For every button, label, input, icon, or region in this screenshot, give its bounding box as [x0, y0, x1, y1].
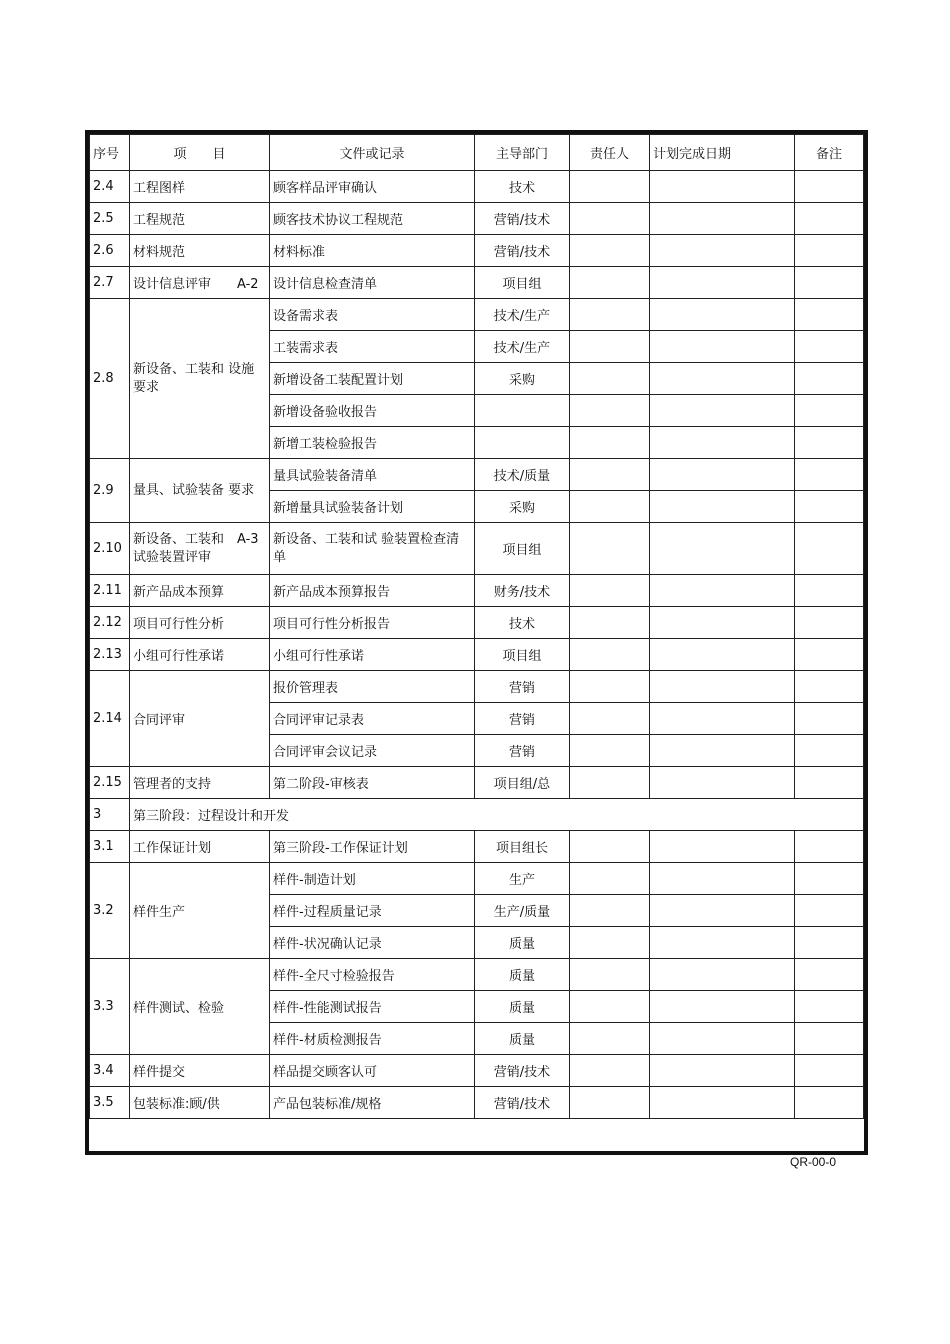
row-note: [795, 703, 864, 735]
header-dept: 主导部门: [475, 135, 570, 171]
row-item: 新设备、工装和 设施要求: [130, 299, 270, 459]
row-no: 3.5: [90, 1087, 130, 1119]
row-dept: 项目组: [475, 267, 570, 299]
row-dept: 营销/技术: [475, 235, 570, 267]
row-doc: 新增设备工装配置计划: [270, 363, 475, 395]
row-doc: 新产品成本预算报告: [270, 575, 475, 607]
row-owner: [570, 267, 650, 299]
table-row: [90, 523, 864, 575]
row-dept: 项目组: [475, 639, 570, 671]
row-doc: 工装需求表: [270, 331, 475, 363]
table-row: [90, 1087, 864, 1119]
row-no: 2.14: [90, 671, 130, 767]
row-owner: [570, 639, 650, 671]
row-dept: 生产: [475, 863, 570, 895]
row-dept: 技术/质量: [475, 459, 570, 491]
row-owner: [570, 991, 650, 1023]
row-doc: 新增设备验收报告: [270, 395, 475, 427]
row-owner: [570, 395, 650, 427]
row-dept: 采购: [475, 363, 570, 395]
header-item: 项 目: [130, 135, 270, 171]
row-note: [795, 1087, 864, 1119]
table-row: [90, 171, 864, 203]
row-doc: 设备需求表: [270, 299, 475, 331]
row-no: 3.2: [90, 863, 130, 959]
row-owner: [570, 575, 650, 607]
row-item: 材料规范: [130, 235, 270, 267]
row-note: [795, 427, 864, 459]
row-item: 新设备、工装和 A-3 试验装置评审: [130, 523, 270, 575]
row-date: [650, 427, 795, 459]
row-date: [650, 607, 795, 639]
row-note: [795, 991, 864, 1023]
row-no: 2.5: [90, 203, 130, 235]
table-row: [90, 863, 864, 895]
row-doc: 样品提交顾客认可: [270, 1055, 475, 1087]
row-note: [795, 1055, 864, 1087]
section-title: 第三阶段：过程设计和开发: [130, 799, 864, 831]
row-dept: 财务/技术: [475, 575, 570, 607]
row-dept: 营销/技术: [475, 1087, 570, 1119]
header-date: 计划完成日期: [650, 135, 795, 171]
row-date: [650, 831, 795, 863]
row-owner: [570, 427, 650, 459]
row-note: [795, 203, 864, 235]
row-owner: [570, 1023, 650, 1055]
row-note: [795, 895, 864, 927]
row-note: [795, 299, 864, 331]
row-owner: [570, 235, 650, 267]
row-note: [795, 235, 864, 267]
row-date: [650, 671, 795, 703]
row-owner: [570, 767, 650, 799]
header-no: 序号: [90, 135, 130, 171]
row-note: [795, 735, 864, 767]
row-date: [650, 1055, 795, 1087]
row-note: [795, 395, 864, 427]
row-date: [650, 171, 795, 203]
row-no: 2.6: [90, 235, 130, 267]
row-date: [650, 235, 795, 267]
row-note: [795, 831, 864, 863]
row-owner: [570, 491, 650, 523]
row-no: 3.4: [90, 1055, 130, 1087]
row-note: [795, 267, 864, 299]
row-date: [650, 459, 795, 491]
row-dept: 质量: [475, 959, 570, 991]
row-note: [795, 767, 864, 799]
row-note: [795, 331, 864, 363]
row-item: 合同评审: [130, 671, 270, 767]
row-dept: 质量: [475, 927, 570, 959]
row-no: 2.13: [90, 639, 130, 671]
row-no: 3.3: [90, 959, 130, 1055]
row-owner: [570, 671, 650, 703]
table-row: [90, 459, 864, 491]
row-doc: 顾客技术协议工程规范: [270, 203, 475, 235]
row-doc: 项目可行性分析报告: [270, 607, 475, 639]
row-no: 2.10: [90, 523, 130, 575]
header-doc: 文件或记录: [270, 135, 475, 171]
table-row: [90, 267, 864, 299]
row-dept: 项目组: [475, 523, 570, 575]
table-row: [90, 607, 864, 639]
row-no: 2.9: [90, 459, 130, 523]
header-row: [90, 135, 864, 171]
row-date: [650, 1023, 795, 1055]
row-dept: 营销: [475, 703, 570, 735]
row-no: 2.15: [90, 767, 130, 799]
form-code: QR-00-0: [790, 1155, 837, 1169]
row-no: 2.11: [90, 575, 130, 607]
row-owner: [570, 331, 650, 363]
row-doc: 新增工装检验报告: [270, 427, 475, 459]
table-row: [90, 575, 864, 607]
row-dept: 项目组长: [475, 831, 570, 863]
row-date: [650, 703, 795, 735]
row-note: [795, 863, 864, 895]
table-row: [90, 639, 864, 671]
row-dept: 营销/技术: [475, 203, 570, 235]
table-row: [90, 767, 864, 799]
row-note: [795, 523, 864, 575]
row-date: [650, 299, 795, 331]
table-row: [90, 671, 864, 703]
row-doc: 第三阶段-工作保证计划: [270, 831, 475, 863]
table-row: [90, 203, 864, 235]
row-doc: 样件-过程质量记录: [270, 895, 475, 927]
row-date: [650, 959, 795, 991]
row-dept: 质量: [475, 1023, 570, 1055]
row-owner: [570, 1087, 650, 1119]
row-date: [650, 267, 795, 299]
row-note: [795, 1023, 864, 1055]
row-dept: [475, 427, 570, 459]
process-plan-table: [89, 134, 864, 1119]
section-row: [90, 799, 864, 831]
row-note: [795, 959, 864, 991]
row-owner: [570, 171, 650, 203]
row-date: [650, 927, 795, 959]
row-dept: [475, 395, 570, 427]
row-doc: 样件-全尺寸检验报告: [270, 959, 475, 991]
row-owner: [570, 927, 650, 959]
row-date: [650, 523, 795, 575]
row-item: 新产品成本预算: [130, 575, 270, 607]
row-item: 设计信息评审 A-2: [130, 267, 270, 299]
header-note: 备注: [795, 135, 864, 171]
row-date: [650, 203, 795, 235]
row-owner: [570, 959, 650, 991]
row-owner: [570, 703, 650, 735]
row-owner: [570, 363, 650, 395]
row-note: [795, 607, 864, 639]
row-doc: 设计信息检查清单: [270, 267, 475, 299]
row-item: 量具、试验装备 要求: [130, 459, 270, 523]
row-owner: [570, 1055, 650, 1087]
row-doc: 顾客样品评审确认: [270, 171, 475, 203]
row-doc: 样件-状况确认记录: [270, 927, 475, 959]
row-dept: 营销/技术: [475, 1055, 570, 1087]
row-date: [650, 363, 795, 395]
row-owner: [570, 863, 650, 895]
row-item: 工作保证计划: [130, 831, 270, 863]
row-dept: 技术: [475, 171, 570, 203]
row-doc: 合同评审会议记录: [270, 735, 475, 767]
row-date: [650, 639, 795, 671]
row-dept: 技术/生产: [475, 299, 570, 331]
row-doc: 小组可行性承诺: [270, 639, 475, 671]
row-doc: 产品包装标准/规格: [270, 1087, 475, 1119]
row-owner: [570, 299, 650, 331]
row-date: [650, 1087, 795, 1119]
row-no: 2.12: [90, 607, 130, 639]
row-no: 2.7: [90, 267, 130, 299]
table-row: [90, 235, 864, 267]
row-note: [795, 639, 864, 671]
row-doc: 样件-制造计划: [270, 863, 475, 895]
row-item: 工程图样: [130, 171, 270, 203]
row-item: 样件提交: [130, 1055, 270, 1087]
header-owner: 责任人: [570, 135, 650, 171]
row-dept: 质量: [475, 991, 570, 1023]
row-doc: 报价管理表: [270, 671, 475, 703]
row-date: [650, 491, 795, 523]
row-note: [795, 575, 864, 607]
row-date: [650, 863, 795, 895]
row-note: [795, 927, 864, 959]
table-row: [90, 831, 864, 863]
table-row: [90, 959, 864, 991]
row-date: [650, 395, 795, 427]
row-owner: [570, 523, 650, 575]
row-dept: 项目组/总: [475, 767, 570, 799]
row-owner: [570, 895, 650, 927]
row-item: 样件测试、检验: [130, 959, 270, 1055]
row-doc: 量具试验装备清单: [270, 459, 475, 491]
row-owner: [570, 831, 650, 863]
row-note: [795, 363, 864, 395]
row-dept: 技术: [475, 607, 570, 639]
row-doc: 新增量具试验装备计划: [270, 491, 475, 523]
row-doc: 第二阶段-审核表: [270, 767, 475, 799]
row-item: 样件生产: [130, 863, 270, 959]
row-doc: 样件-性能测试报告: [270, 991, 475, 1023]
row-owner: [570, 735, 650, 767]
row-date: [650, 991, 795, 1023]
row-item: 包装标准:顾/供: [130, 1087, 270, 1119]
row-doc: 合同评审记录表: [270, 703, 475, 735]
row-dept: 技术/生产: [475, 331, 570, 363]
row-owner: [570, 459, 650, 491]
row-item: 工程规范: [130, 203, 270, 235]
table-row: [90, 299, 864, 331]
row-note: [795, 671, 864, 703]
row-item: 小组可行性承诺: [130, 639, 270, 671]
row-note: [795, 491, 864, 523]
row-date: [650, 895, 795, 927]
row-date: [650, 735, 795, 767]
row-item: 项目可行性分析: [130, 607, 270, 639]
row-date: [650, 331, 795, 363]
row-doc: 新设备、工装和试 验装置检查清单: [270, 523, 475, 575]
row-owner: [570, 203, 650, 235]
row-doc: 材料标准: [270, 235, 475, 267]
row-doc: 样件-材质检测报告: [270, 1023, 475, 1055]
row-no: 2.8: [90, 299, 130, 459]
row-date: [650, 575, 795, 607]
row-dept: 生产/质量: [475, 895, 570, 927]
row-dept: 采购: [475, 491, 570, 523]
row-item: 管理者的支持: [130, 767, 270, 799]
row-dept: 营销: [475, 671, 570, 703]
row-note: [795, 171, 864, 203]
row-note: [795, 459, 864, 491]
table-row: [90, 1055, 864, 1087]
row-no: 3.1: [90, 831, 130, 863]
row-date: [650, 767, 795, 799]
section-no: 3: [90, 799, 130, 831]
row-no: 2.4: [90, 171, 130, 203]
row-dept: 营销: [475, 735, 570, 767]
row-owner: [570, 607, 650, 639]
